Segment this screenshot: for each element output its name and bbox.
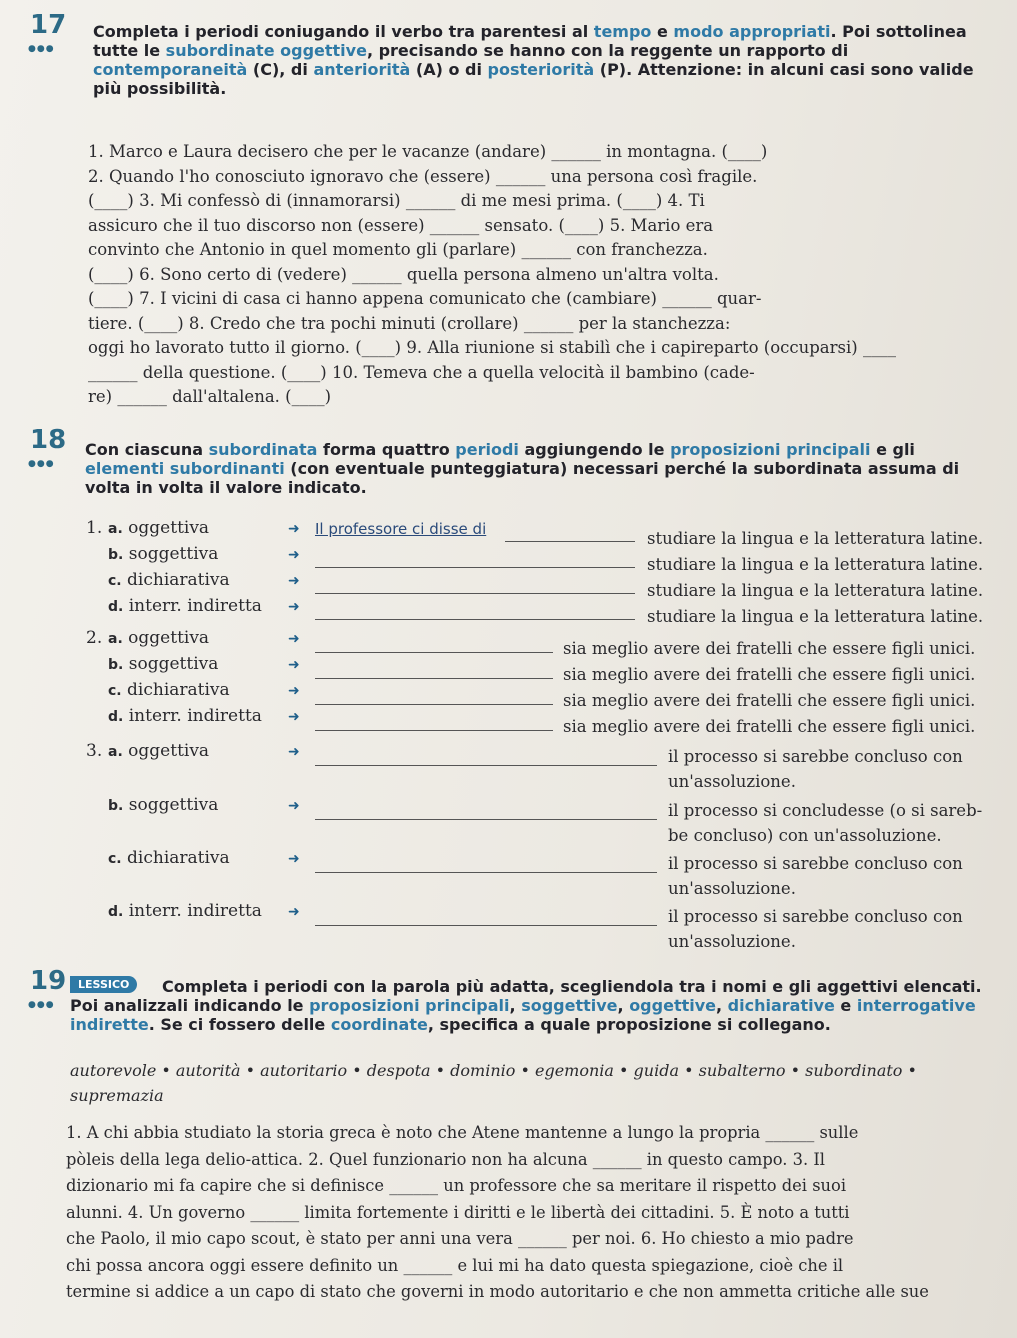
ex17-line: convinto che Antonio in quel momento gli (parlare) ______ con franchezza. — [88, 240, 708, 259]
ex19-line: che Paolo, il mio capo scout, è stato per anni una vera ______ per noi. 6. Ho chiesto a mio padre — [66, 1229, 854, 1248]
arrow-icon: ➜ — [288, 709, 300, 725]
sentence-tail: sia meglio avere dei fratelli che essere figli unici. — [563, 639, 976, 658]
ex17-line: (____) 6. Sono certo di (vedere) ______ quella persona almeno un'altra volta. — [88, 264, 719, 284]
ex17-line: 1. Marco e Laura decisero che per le vacanze (andare) ______ in montagna. (____) — [88, 142, 768, 161]
answer-blank[interactable] — [315, 871, 657, 873]
ex17-line: re) ______ dall'altalena. (____) — [88, 387, 332, 406]
arrow-icon: ➜ — [288, 573, 300, 589]
word-list: autorevole • autorità • autoritario • despota • dominio • egemonia • guida • subalterno • subordinato • supremazia — [70, 1061, 917, 1105]
exercise-17-text — [88, 140, 993, 410]
sentence-tail: un'assoluzione. — [668, 772, 796, 791]
ex19-line: pòleis della lega delio-attica. 2. Quel funzionario non ha alcuna ______ in questo campo. 3. Il — [66, 1149, 825, 1169]
ex19-line: chi possa ancora oggi essere definito un ______ e lui mi ha dato questa spiegazione, cioè che il — [66, 1255, 844, 1275]
sentence-tail: studiare la lingua e la letteratura latine. — [647, 555, 984, 574]
arrow-icon: ➜ — [288, 547, 300, 563]
answer-blank[interactable] — [315, 592, 635, 594]
sentence-tail: be concluso) con un'assoluzione. — [668, 826, 942, 845]
ex17-line: (____) 3. Mi confessò di (innamorarsi) ______ di me mesi prima. (____) 4. Ti — [88, 191, 705, 210]
arrow-icon: ➜ — [288, 798, 300, 814]
item-label: b. soggettiva — [108, 654, 219, 674]
item-label: c. dichiarativa — [108, 570, 230, 590]
item-label: a. oggettiva — [108, 628, 210, 648]
sentence-tail: un'assoluzione. — [668, 932, 796, 951]
sentence-tail: sia meglio avere dei fratelli che essere figli unici. — [563, 691, 976, 710]
sentence-tail: un'assoluzione. — [668, 879, 796, 898]
sentence-tail: studiare la lingua e la letteratura latine. — [647, 607, 984, 626]
arrow-icon: ➜ — [288, 744, 300, 760]
group-2-number: 2. — [86, 628, 103, 648]
ex19-line: 1. A chi abbia studiato la storia greca è noto che Atene mantenne a lungo la propria ______ sulle — [66, 1123, 859, 1142]
group-1-number: 1. — [86, 518, 103, 538]
sentence-tail: il processo si sarebbe concluso con — [668, 907, 963, 926]
sentence-tail: il processo si sarebbe concluso con — [668, 747, 963, 766]
example-answer: Il professore ci disse di — [315, 520, 487, 538]
item-label: a. oggettiva — [108, 518, 210, 538]
ex17-line: (____) 7. I vicini di casa ci hanno appena comunicato che (cambiare) ______ quar- — [88, 289, 762, 308]
item-label: d. interr. indiretta — [108, 901, 262, 921]
item-label: b. soggettiva — [108, 544, 219, 564]
ex19-line: dizionario mi fa capire che si definisce ______ un professore che sa meritare il rispetto dei suoi — [66, 1176, 847, 1195]
arrow-icon: ➜ — [288, 657, 300, 673]
sentence-tail: studiare la lingua e la letteratura latine. — [647, 581, 984, 600]
answer-blank[interactable] — [315, 818, 657, 820]
ex17-line: oggi ho lavorato tutto il giorno. (____) 9. Alla riunione si stabilì che i capireparto (occuparsi) ____ — [88, 338, 896, 357]
exercise-17-number: 17 — [30, 10, 67, 40]
arrow-icon: ➜ — [288, 631, 300, 647]
arrow-icon: ➜ — [288, 904, 300, 920]
group-3-number: 3. — [86, 741, 103, 761]
sentence-tail: sia meglio avere dei fratelli che essere figli unici. — [563, 717, 976, 736]
answer-blank[interactable] — [315, 651, 553, 653]
ex17-line: 2. Quando l'ho conosciuto ignoravo che (essere) ______ una persona così fragile. — [88, 166, 758, 186]
exercise-18-number: 18 — [30, 425, 67, 455]
arrow-icon: ➜ — [288, 683, 300, 699]
exercise-19-text — [66, 1120, 991, 1306]
sentence-tail: sia meglio avere dei fratelli che essere figli unici. — [563, 665, 976, 684]
lessico-badge: LESSICO — [70, 976, 137, 993]
item-label: d. interr. indiretta — [108, 596, 262, 616]
difficulty-dots: ●●● — [28, 459, 55, 469]
arrow-icon: ➜ — [288, 599, 300, 615]
item-label: c. dichiarativa — [108, 848, 230, 868]
difficulty-dots: ●●● — [28, 44, 55, 54]
ex17-line: tiere. (____) 8. Credo che tra pochi minuti (crollare) ______ per la stanchezza: — [88, 313, 731, 333]
arrow-icon: ➜ — [288, 521, 300, 537]
exercise-17-instructions: Completa i periodi coniugando il verbo tra parentesi al tempo e modo appropriati. Poi sottolinea tutte le subordinate oggettive, precisando se hanno con la reggente un rapporto di contemporaneità (C), di anteriorità (A) o di posteriorità (P). Attenzione: in alcuni casi sono valide più possibilità. — [93, 22, 974, 98]
item-label: c. dichiarativa — [108, 680, 230, 700]
sentence-tail: il processo si sarebbe concluso con — [668, 854, 963, 873]
answer-blank[interactable] — [315, 618, 635, 620]
ex17-line: assicuro che il tuo discorso non (essere) ______ sensato. (____) 5. Mario era — [88, 215, 714, 235]
item-label: b. soggettiva — [108, 795, 219, 815]
exercise-19-number: 19 — [30, 966, 67, 996]
ex17-line: ______ della questione. (____) 10. Temeva che a quella velocità il bambino (cade- — [88, 362, 755, 382]
answer-blank[interactable] — [315, 764, 657, 766]
difficulty-dots: ●●● — [28, 1000, 55, 1010]
answer-blank[interactable] — [315, 924, 657, 926]
answer-blank[interactable] — [315, 729, 553, 731]
ex19-line: alunni. 4. Un governo ______ limita fortemente i diritti e le libertà dei cittadini. 5. È noto a tutti — [66, 1202, 850, 1222]
sentence-tail: il processo si concludesse (o si sareb- — [668, 801, 983, 820]
ex19-line: termine si addice a un capo di stato che governi in modo autoritario e che non ammetta critiche alle sue — [66, 1282, 929, 1301]
sentence-tail: studiare la lingua e la letteratura latine. — [647, 529, 984, 548]
item-label: a. oggettiva — [108, 741, 210, 761]
answer-blank[interactable] — [315, 703, 553, 705]
item-label: d. interr. indiretta — [108, 706, 262, 726]
exercise-18-instructions: Con ciascuna subordinata forma quattro periodi aggiungendo le proposizioni principali e gli elementi subordinanti (con eventuale punteggiatura) necessari perché la subordinata assuma di volta in volta il valore indicato. — [85, 440, 960, 497]
arrow-icon: ➜ — [288, 851, 300, 867]
answer-blank[interactable] — [505, 540, 635, 542]
exercise-19-instructions: Completa i periodi con la parola più adatta, scegliendola tra i nomi e gli aggettivi elencati. Poi analizzali indicando le proposizioni principali, soggettive, oggettive, dichiarative e interrogative indirette. Se ci fossero delle coordinate, specifica a quale proposizione si collegano. — [70, 977, 982, 1034]
answer-blank[interactable] — [315, 677, 553, 679]
answer-blank[interactable] — [315, 566, 635, 568]
